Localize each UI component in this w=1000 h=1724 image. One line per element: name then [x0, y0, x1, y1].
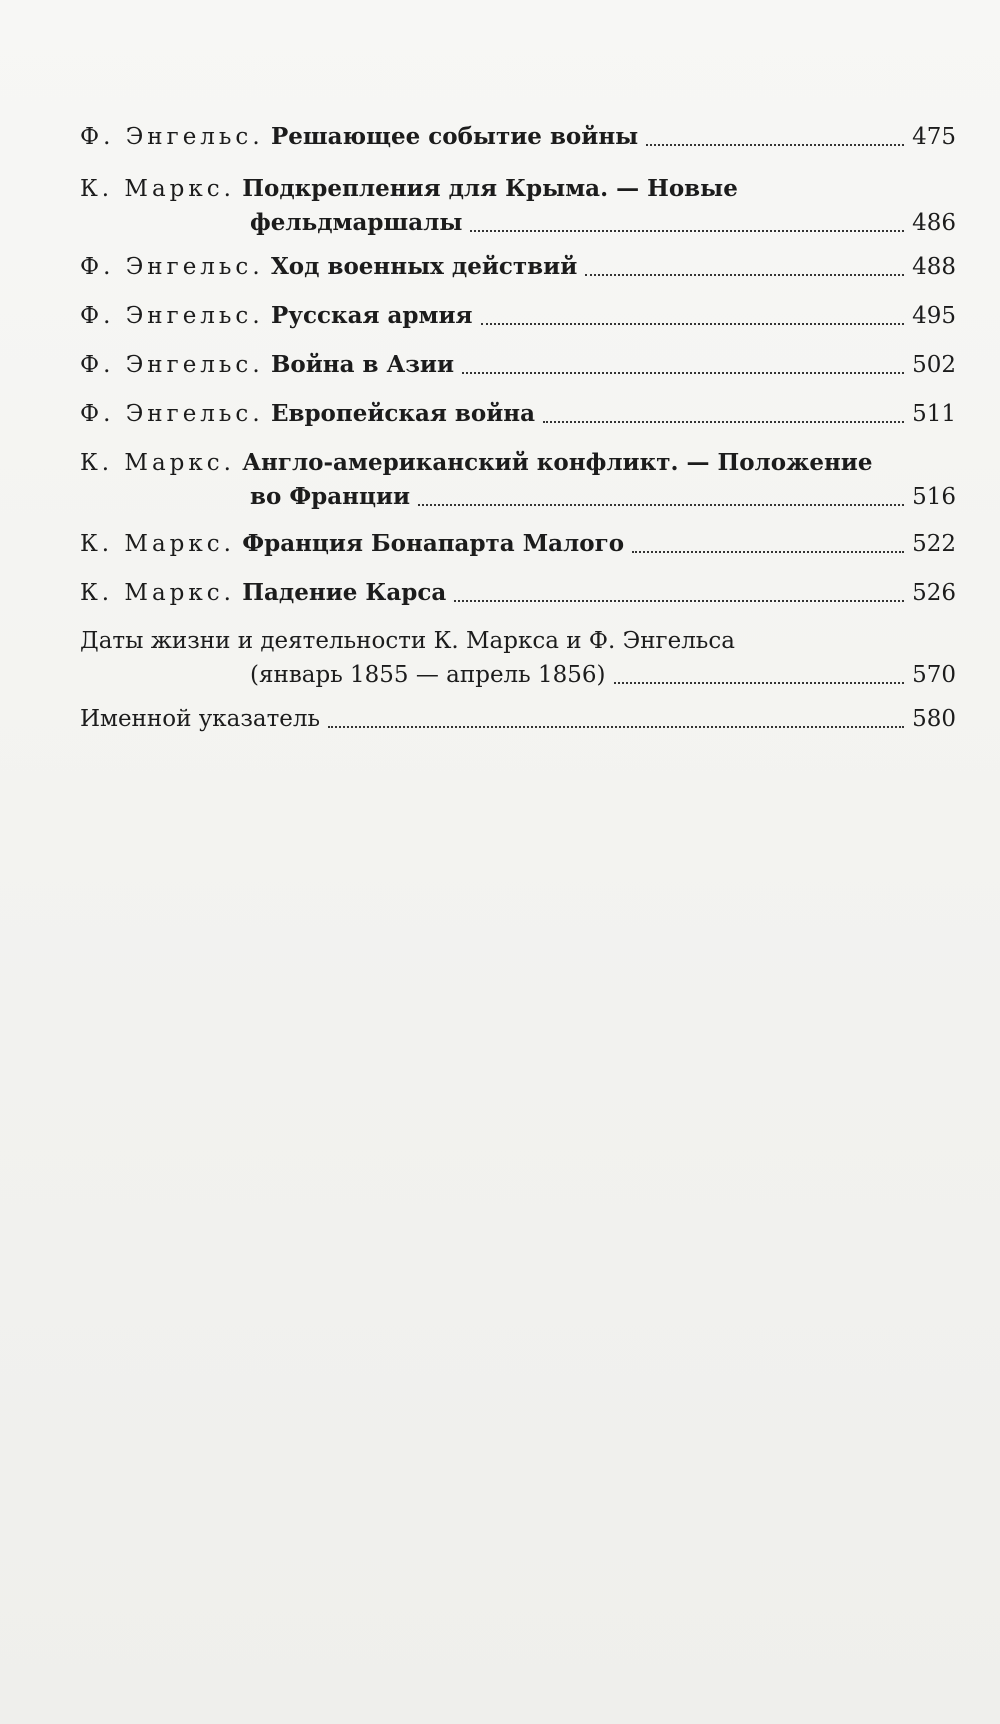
toc-appendix-title: Именной указатель — [80, 706, 321, 732]
toc-appendix-entry — [80, 702, 956, 736]
toc-author: К. Маркс. — [80, 531, 235, 557]
dot-leader — [454, 599, 904, 602]
toc-entry — [80, 250, 956, 284]
dot-leader — [646, 143, 904, 146]
toc-entry — [80, 348, 956, 382]
toc-page-number: 570 — [912, 662, 956, 688]
toc-title-continued: фельдмаршалы — [250, 209, 463, 236]
toc-title: Франция Бонапарта Малого — [242, 530, 625, 557]
dot-leader — [462, 371, 904, 374]
toc-title: Ход военных действий — [270, 253, 578, 280]
toc-author: К. Маркс. — [80, 580, 235, 606]
toc-author: Ф. Энгельс. — [80, 352, 264, 378]
toc-appendix-title-continued: (январь 1855 — апрель 1856) — [250, 662, 606, 688]
toc-entry — [80, 446, 956, 514]
toc-title-continued: во Франции — [250, 483, 411, 510]
toc-page-number: 486 — [912, 210, 956, 236]
dot-leader — [328, 725, 904, 728]
toc-entry — [80, 576, 956, 610]
toc-title: Русская армия — [270, 302, 473, 329]
toc-appendix-entry — [80, 624, 956, 692]
toc-author: Ф. Энгельс. — [80, 124, 264, 150]
dot-leader — [632, 550, 904, 553]
toc-entry — [80, 299, 956, 333]
toc-author: Ф. Энгельс. — [80, 401, 264, 427]
toc-entry — [80, 120, 956, 154]
toc-title: Европейская война — [270, 400, 536, 427]
dot-leader — [585, 273, 904, 276]
dot-leader — [418, 503, 904, 506]
dot-leader — [470, 229, 904, 232]
toc-author: К. Маркс. — [80, 176, 235, 202]
toc-author: Ф. Энгельс. — [80, 254, 264, 280]
toc-page-number: 516 — [912, 484, 956, 510]
toc-page-number: 495 — [912, 303, 956, 329]
toc-page-number: 511 — [912, 401, 956, 427]
toc-page-number: 580 — [912, 706, 956, 732]
dot-leader — [614, 681, 904, 684]
toc-page-number: 475 — [912, 124, 956, 150]
toc-page-number: 488 — [912, 254, 956, 280]
toc-entry — [80, 527, 956, 561]
toc-page-number: 502 — [912, 352, 956, 378]
toc-appendix-title: Даты жизни и деятельности К. Маркса и Ф. Энгельса — [80, 628, 735, 654]
toc-title: Падение Карса — [242, 579, 447, 606]
toc-title: Решающее событие войны — [270, 123, 639, 150]
toc-page-number: 522 — [912, 531, 956, 557]
dot-leader — [543, 420, 904, 423]
toc-title: Война в Азии — [270, 351, 455, 378]
toc-page-number: 526 — [912, 580, 956, 606]
toc-title: Англо-американский конфликт. — Положение — [242, 449, 873, 476]
toc-author: К. Маркс. — [80, 450, 235, 476]
toc-title: Подкрепления для Крыма. — Новые — [242, 175, 738, 202]
toc-entry — [80, 397, 956, 431]
dot-leader — [481, 322, 904, 325]
toc-entry — [80, 172, 956, 240]
toc-author: Ф. Энгельс. — [80, 303, 264, 329]
